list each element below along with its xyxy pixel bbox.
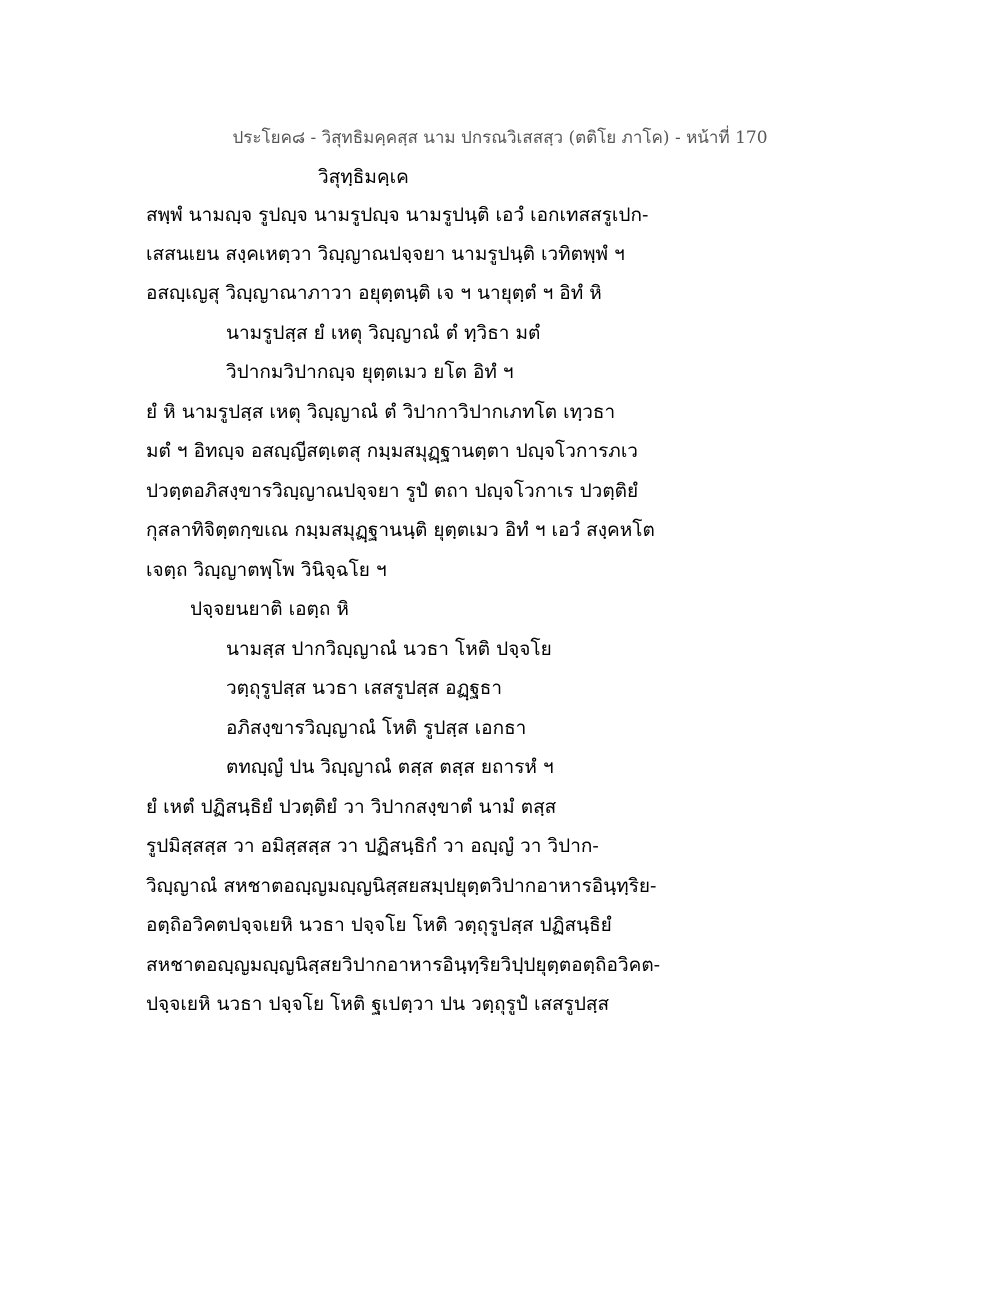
text-line: วิญฺญาณํ สหชาตอญฺญมญฺญนิสฺสยสมฺปยุตฺตวิปากอาหารอินฺทฺริย- bbox=[146, 875, 657, 897]
text-line: ยํ เหตํ ปฏิสนฺธิยํ ปวตฺติยํ วา วิปากสงฺขาตํ นามํ ตสฺส bbox=[146, 796, 557, 818]
verse-line: นามสฺส ปากวิญฺญาณํ นวธา โหติ ปจฺจโย bbox=[226, 638, 552, 660]
verse-line: นามรูปสฺส ยํ เหตุ วิญฺญาณํ ตํ ทฺวิธา มตํ bbox=[226, 322, 541, 344]
text-line: กุสลาทิจิตฺตกฺขเณ กมฺมสมุฏฺฐานนฺติ ยุตฺตเมว อิทํ ฯ เอวํ สงฺคหโต bbox=[146, 519, 655, 541]
text-line: สพฺพํ นามญฺจ รูปญฺจ นามรูปญฺจ นามรูปนฺติ เอวํ เอกเทสสรูเปก- bbox=[146, 204, 649, 226]
text-line: ยํ หิ นามรูปสฺส เหตุ วิญฺญาณํ ตํ วิปากาวิปากเภทโต เทฺวธา bbox=[146, 401, 616, 423]
verse-line: อภิสงฺขารวิญฺญาณํ โหติ รูปสฺส เอกธา bbox=[226, 717, 527, 739]
text-line: ปวตฺตอภิสงฺขารวิญฺญาณปจฺจยา รูปํ ตถา ปญฺจโวกาเร ปวตฺติยํ bbox=[146, 480, 639, 502]
text-line: รูปมิสฺสสฺส วา อมิสฺสสฺส วา ปฏิสนฺธิกํ วา อญฺญํ วา วิปาก- bbox=[146, 835, 599, 857]
text-line: มตํ ฯ อิทญฺจ อสญฺญีสตฺเตสุ กมฺมสมุฏฺฐานตฺตา ปญฺจโวการภเว bbox=[146, 440, 638, 462]
text-line: อตฺถิอวิคตปจฺจเยหิ นวธา ปจฺจโย โหติ วตฺถุรูปสฺส ปฏิสนฺธิยํ bbox=[146, 914, 612, 936]
paragraph-intro-line: ปจฺจยนยาติ เอตฺถ หิ bbox=[190, 598, 349, 620]
verse-line: ตทญฺญํ ปน วิญฺญาณํ ตสฺส ตสฺส ยถารหํ ฯ bbox=[226, 756, 554, 778]
verse-line: วตฺถุรูปสฺส นวธา เสสรูปสฺส อฏฺฐธา bbox=[226, 677, 503, 699]
chapter-title: วิสุทฺธิมคฺเค bbox=[318, 166, 409, 188]
text-line: สหชาตอญฺญมญฺญนิสฺสยวิปากอาหารอินฺทฺริยวิปฺปยุตฺตอตฺถิอวิคต- bbox=[146, 954, 661, 976]
text-line: อสญฺเญสุ วิญฺญาณาภาวา อยุตฺตนฺติ เจ ฯ นายุตฺตํ ฯ อิทํ หิ bbox=[146, 282, 602, 304]
text-line: เสสนเยน สงฺคเหตฺวา วิญฺญาณปจฺจยา นามรูปนฺติ เวทิตพฺพํ ฯ bbox=[146, 243, 625, 265]
text-line: ปจฺจเยหิ นวธา ปจฺจโย โหติ ฐเปตฺวา ปน วตฺถุรูปํ เสสรูปสฺส bbox=[146, 993, 610, 1015]
verse-line: วิปากมวิปากญฺจ ยุตฺตเมว ยโต อิทํ ฯ bbox=[226, 361, 514, 383]
running-header: ประโยค๘ - วิสุทธิมคฺคสฺส นาม ปกรณวิเสสสฺว (ตติโย ภาโค) - หน้าที่ 170 bbox=[232, 128, 768, 148]
text-line: เจตฺถ วิญฺญาตพฺโพ วินิจฺฉโย ฯ bbox=[146, 559, 387, 581]
